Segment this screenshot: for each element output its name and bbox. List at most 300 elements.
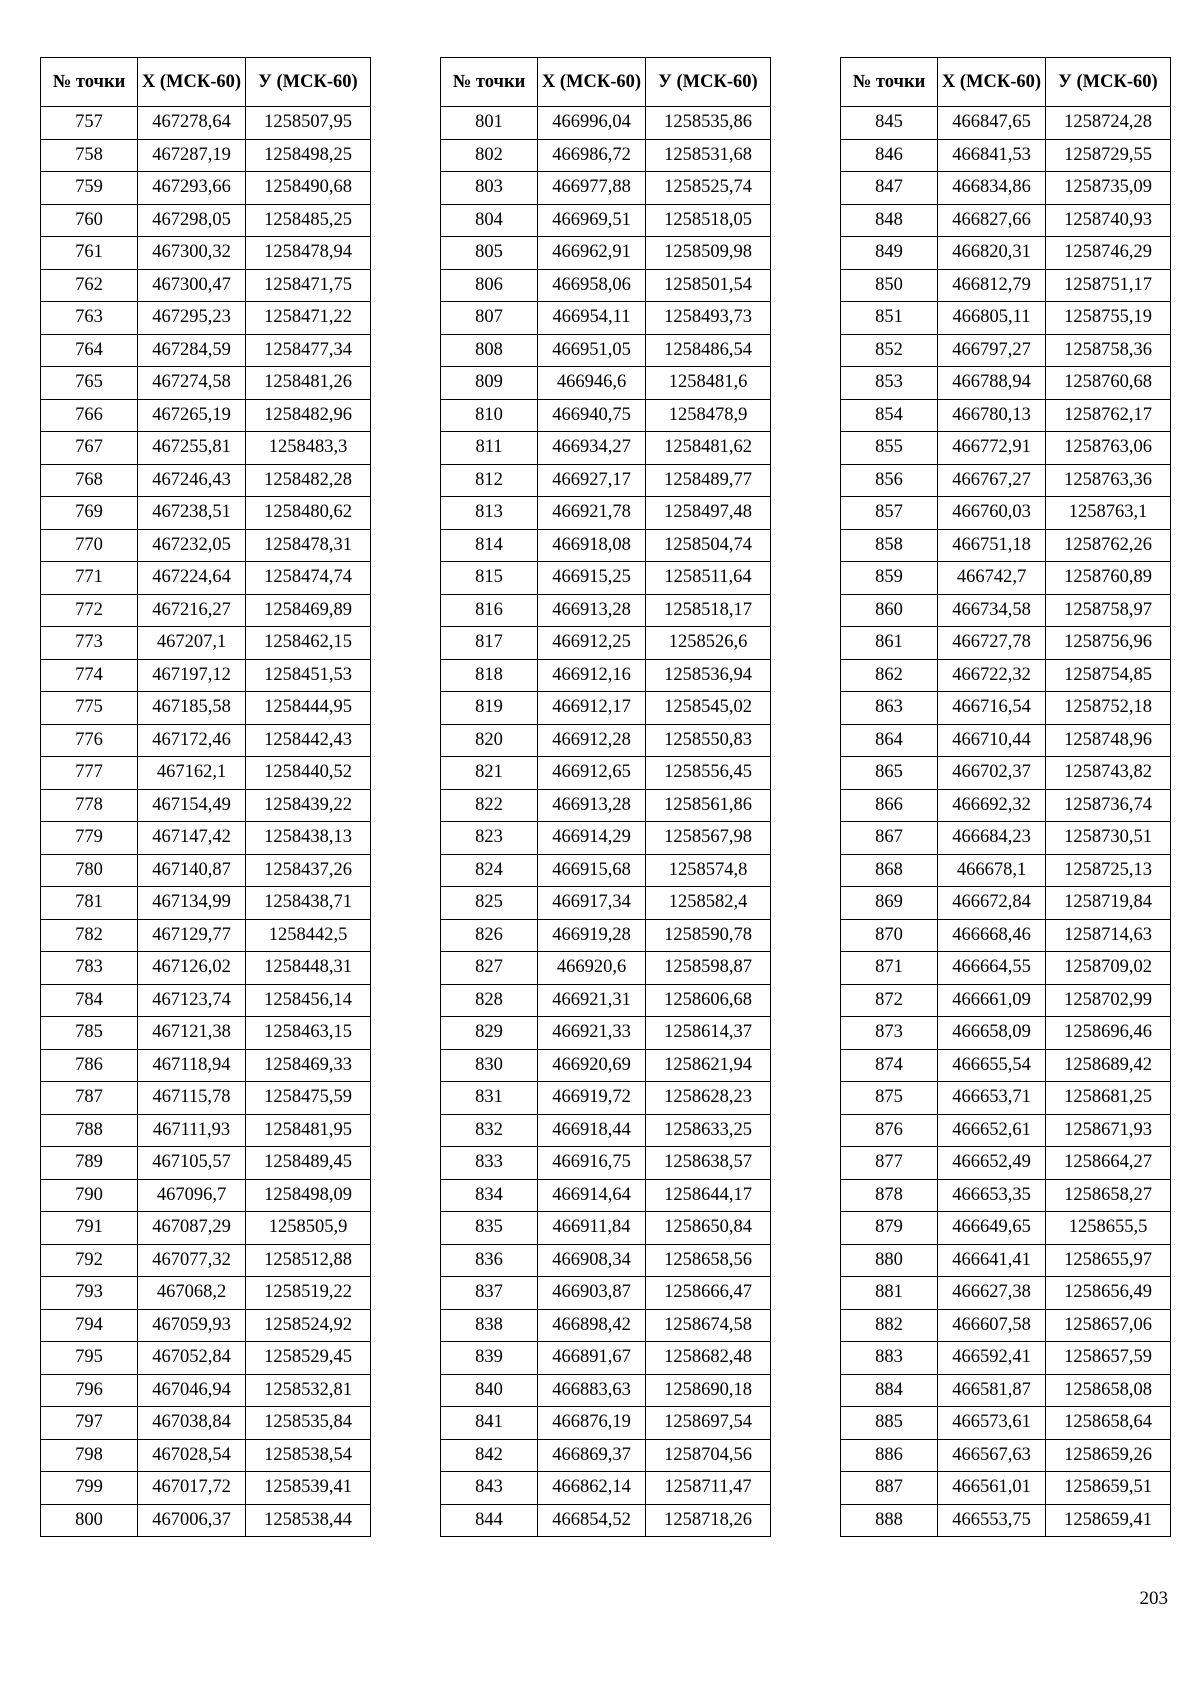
table-row (841, 204, 1171, 237)
x-coordinate-cell: 466934,27 (538, 432, 646, 465)
table-row (441, 887, 771, 920)
y-coordinate-cell: 1258735,09 (1046, 172, 1171, 205)
point-number-cell: 824 (441, 854, 538, 887)
y-coordinate-cell: 1258628,23 (646, 1082, 771, 1115)
x-coordinate-cell: 466914,64 (538, 1179, 646, 1212)
x-coordinate-cell: 466641,41 (938, 1244, 1046, 1277)
table-row (841, 1114, 1171, 1147)
x-coordinate-cell: 466918,08 (538, 529, 646, 562)
y-coordinate-cell: 1258760,89 (1046, 562, 1171, 595)
table-row (841, 1017, 1171, 1050)
point-number-cell: 766 (41, 399, 138, 432)
point-number-cell: 774 (41, 659, 138, 692)
x-coordinate-cell: 466927,17 (538, 464, 646, 497)
x-coordinate-cell: 466772,91 (938, 432, 1046, 465)
y-coordinate-cell: 1258689,42 (1046, 1049, 1171, 1082)
x-coordinate-cell: 467246,43 (138, 464, 246, 497)
table-row (41, 919, 371, 952)
y-coordinate-cell: 1258762,26 (1046, 529, 1171, 562)
y-coordinate-cell: 1258535,86 (646, 107, 771, 140)
table-row (841, 1439, 1171, 1472)
point-number-cell: 835 (441, 1212, 538, 1245)
table-row (41, 562, 371, 595)
x-coordinate-cell: 467232,05 (138, 529, 246, 562)
point-number-cell: 771 (41, 562, 138, 595)
y-coordinate-cell: 1258525,74 (646, 172, 771, 205)
coordinates-table-2 (440, 57, 771, 1537)
x-coordinate-cell: 466751,18 (938, 529, 1046, 562)
point-number-cell: 888 (841, 1504, 938, 1537)
table-row (441, 204, 771, 237)
x-coordinate-cell: 467147,42 (138, 822, 246, 855)
y-coordinate-cell: 1258671,93 (1046, 1114, 1171, 1147)
table-row (441, 822, 771, 855)
table-row (841, 139, 1171, 172)
point-number-cell: 860 (841, 594, 938, 627)
point-number-cell: 765 (41, 367, 138, 400)
point-number-cell: 813 (441, 497, 538, 530)
y-coordinate-cell: 1258758,97 (1046, 594, 1171, 627)
x-coordinate-cell: 466767,27 (938, 464, 1046, 497)
point-number-cell: 833 (441, 1147, 538, 1180)
y-coordinate-cell: 1258664,27 (1046, 1147, 1171, 1180)
y-coordinate-cell: 1258658,64 (1046, 1407, 1171, 1440)
point-number-cell: 875 (841, 1082, 938, 1115)
table-row (841, 497, 1171, 530)
point-number-cell: 840 (441, 1374, 538, 1407)
table-header-row (41, 58, 371, 107)
table-row (841, 1342, 1171, 1375)
table-row (441, 659, 771, 692)
y-coordinate-cell: 1258438,71 (246, 887, 371, 920)
y-coordinate-cell: 1258493,73 (646, 302, 771, 335)
x-coordinate-cell: 466969,51 (538, 204, 646, 237)
table-row (41, 1309, 371, 1342)
y-coordinate-cell: 1258482,28 (246, 464, 371, 497)
point-number-cell: 880 (841, 1244, 938, 1277)
x-coordinate-cell: 466913,28 (538, 594, 646, 627)
x-coordinate-cell: 467278,64 (138, 107, 246, 140)
y-coordinate-cell: 1258498,25 (246, 139, 371, 172)
y-coordinate-cell: 1258442,5 (246, 919, 371, 952)
y-coordinate-cell: 1258524,92 (246, 1309, 371, 1342)
table-row (841, 172, 1171, 205)
x-coordinate-cell: 466915,68 (538, 854, 646, 887)
table-header-row (841, 58, 1171, 107)
table-row (41, 139, 371, 172)
point-number-cell: 850 (841, 269, 938, 302)
table-row (41, 1342, 371, 1375)
y-coordinate-cell: 1258644,17 (646, 1179, 771, 1212)
x-coordinate-cell: 466911,84 (538, 1212, 646, 1245)
point-number-cell: 783 (41, 952, 138, 985)
point-number-cell: 809 (441, 367, 538, 400)
table-row (41, 1017, 371, 1050)
table-row (841, 627, 1171, 660)
point-number-cell: 758 (41, 139, 138, 172)
table-row (841, 432, 1171, 465)
point-number-cell: 841 (441, 1407, 538, 1440)
table-row (441, 789, 771, 822)
y-coordinate-cell: 1258497,48 (646, 497, 771, 530)
y-coordinate-cell: 1258490,68 (246, 172, 371, 205)
point-number-cell: 830 (441, 1049, 538, 1082)
y-coordinate-cell: 1258709,02 (1046, 952, 1171, 985)
x-coordinate-cell: 466664,55 (938, 952, 1046, 985)
x-coordinate-cell: 467121,38 (138, 1017, 246, 1050)
point-number-cell: 834 (441, 1179, 538, 1212)
x-coordinate-cell: 466567,63 (938, 1439, 1046, 1472)
y-coordinate-cell: 1258574,8 (646, 854, 771, 887)
point-number-cell: 843 (441, 1472, 538, 1505)
table-row (841, 367, 1171, 400)
y-coordinate-cell: 1258762,17 (1046, 399, 1171, 432)
x-coordinate-cell: 466607,58 (938, 1309, 1046, 1342)
x-coordinate-cell: 467287,19 (138, 139, 246, 172)
point-number-cell: 837 (441, 1277, 538, 1310)
y-coordinate-cell: 1258509,98 (646, 237, 771, 270)
point-number-cell: 810 (441, 399, 538, 432)
y-coordinate-cell: 1258529,45 (246, 1342, 371, 1375)
x-coordinate-cell: 467134,99 (138, 887, 246, 920)
table-row (841, 1374, 1171, 1407)
y-coordinate-cell: 1258711,47 (646, 1472, 771, 1505)
x-coordinate-cell: 466958,06 (538, 269, 646, 302)
point-number-cell: 858 (841, 529, 938, 562)
table-row (841, 692, 1171, 725)
y-coordinate-cell: 1258704,56 (646, 1439, 771, 1472)
table-row (841, 1212, 1171, 1245)
table-row (41, 302, 371, 335)
table-row (41, 334, 371, 367)
point-number-cell: 797 (41, 1407, 138, 1440)
x-coordinate-cell: 466561,01 (938, 1472, 1046, 1505)
table-row (841, 659, 1171, 692)
x-coordinate-cell: 466862,14 (538, 1472, 646, 1505)
point-number-cell: 805 (441, 237, 538, 270)
header-y: У (МСК-60) (246, 58, 371, 107)
x-coordinate-cell: 467028,54 (138, 1439, 246, 1472)
y-coordinate-cell: 1258621,94 (646, 1049, 771, 1082)
table-row (841, 1309, 1171, 1342)
x-coordinate-cell: 466876,19 (538, 1407, 646, 1440)
point-number-cell: 778 (41, 789, 138, 822)
table-row (841, 1049, 1171, 1082)
y-coordinate-cell: 1258748,96 (1046, 724, 1171, 757)
x-coordinate-cell: 467224,64 (138, 562, 246, 595)
point-number-cell: 828 (441, 984, 538, 1017)
table-row (441, 237, 771, 270)
y-coordinate-cell: 1258758,36 (1046, 334, 1171, 367)
table-row (841, 107, 1171, 140)
point-number-cell: 870 (841, 919, 938, 952)
coordinates-table-1 (40, 57, 371, 1537)
point-number-cell: 789 (41, 1147, 138, 1180)
point-number-cell: 815 (441, 562, 538, 595)
x-coordinate-cell: 466760,03 (938, 497, 1046, 530)
y-coordinate-cell: 1258448,31 (246, 952, 371, 985)
x-coordinate-cell: 467046,94 (138, 1374, 246, 1407)
table-row (41, 204, 371, 237)
point-number-cell: 859 (841, 562, 938, 595)
point-number-cell: 780 (41, 854, 138, 887)
y-coordinate-cell: 1258480,62 (246, 497, 371, 530)
y-coordinate-cell: 1258659,51 (1046, 1472, 1171, 1505)
x-coordinate-cell: 466827,66 (938, 204, 1046, 237)
y-coordinate-cell: 1258702,99 (1046, 984, 1171, 1017)
x-coordinate-cell: 467300,32 (138, 237, 246, 270)
point-number-cell: 806 (441, 269, 538, 302)
y-coordinate-cell: 1258746,29 (1046, 237, 1171, 270)
y-coordinate-cell: 1258440,52 (246, 757, 371, 790)
y-coordinate-cell: 1258489,45 (246, 1147, 371, 1180)
x-coordinate-cell: 466716,54 (938, 692, 1046, 725)
x-coordinate-cell: 467077,32 (138, 1244, 246, 1277)
table-row (441, 399, 771, 432)
x-coordinate-cell: 466916,75 (538, 1147, 646, 1180)
y-coordinate-cell: 1258437,26 (246, 854, 371, 887)
table-row (841, 529, 1171, 562)
x-coordinate-cell: 466820,31 (938, 237, 1046, 270)
y-coordinate-cell: 1258478,9 (646, 399, 771, 432)
x-coordinate-cell: 466920,69 (538, 1049, 646, 1082)
point-number-cell: 803 (441, 172, 538, 205)
y-coordinate-cell: 1258658,08 (1046, 1374, 1171, 1407)
point-number-cell: 863 (841, 692, 938, 725)
table-row (441, 724, 771, 757)
x-coordinate-cell: 466869,37 (538, 1439, 646, 1472)
point-number-cell: 878 (841, 1179, 938, 1212)
y-coordinate-cell: 1258659,41 (1046, 1504, 1171, 1537)
x-coordinate-cell: 467017,72 (138, 1472, 246, 1505)
point-number-cell: 825 (441, 887, 538, 920)
point-number-cell: 876 (841, 1114, 938, 1147)
table-row (841, 1147, 1171, 1180)
coordinates-table-3 (840, 57, 1171, 1537)
point-number-cell: 849 (841, 237, 938, 270)
y-coordinate-cell: 1258655,97 (1046, 1244, 1171, 1277)
x-coordinate-cell: 467185,58 (138, 692, 246, 725)
point-number-cell: 759 (41, 172, 138, 205)
table-row (41, 1407, 371, 1440)
table-row (841, 724, 1171, 757)
y-coordinate-cell: 1258763,36 (1046, 464, 1171, 497)
table-row (441, 269, 771, 302)
x-coordinate-cell: 466912,16 (538, 659, 646, 692)
point-number-cell: 799 (41, 1472, 138, 1505)
x-coordinate-cell: 466727,78 (938, 627, 1046, 660)
point-number-cell: 785 (41, 1017, 138, 1050)
x-coordinate-cell: 466912,65 (538, 757, 646, 790)
table-row (841, 269, 1171, 302)
point-number-cell: 769 (41, 497, 138, 530)
point-number-cell: 770 (41, 529, 138, 562)
x-coordinate-cell: 467105,57 (138, 1147, 246, 1180)
point-number-cell: 867 (841, 822, 938, 855)
x-coordinate-cell: 466710,44 (938, 724, 1046, 757)
y-coordinate-cell: 1258763,06 (1046, 432, 1171, 465)
table-row (441, 529, 771, 562)
point-number-cell: 764 (41, 334, 138, 367)
x-coordinate-cell: 466678,1 (938, 854, 1046, 887)
y-coordinate-cell: 1258482,96 (246, 399, 371, 432)
y-coordinate-cell: 1258456,14 (246, 984, 371, 1017)
y-coordinate-cell: 1258462,15 (246, 627, 371, 660)
point-number-cell: 812 (441, 464, 538, 497)
point-number-cell: 777 (41, 757, 138, 790)
table-row (41, 237, 371, 270)
point-number-cell: 791 (41, 1212, 138, 1245)
table-row (41, 1179, 371, 1212)
point-number-cell: 845 (841, 107, 938, 140)
x-coordinate-cell: 466812,79 (938, 269, 1046, 302)
x-coordinate-cell: 466920,6 (538, 952, 646, 985)
x-coordinate-cell: 467172,46 (138, 724, 246, 757)
table-row (41, 1082, 371, 1115)
x-coordinate-cell: 466797,27 (938, 334, 1046, 367)
y-coordinate-cell: 1258729,55 (1046, 139, 1171, 172)
table-row (41, 269, 371, 302)
point-number-cell: 838 (441, 1309, 538, 1342)
x-coordinate-cell: 466653,71 (938, 1082, 1046, 1115)
point-number-cell: 802 (441, 139, 538, 172)
y-coordinate-cell: 1258471,22 (246, 302, 371, 335)
point-number-cell: 855 (841, 432, 938, 465)
point-number-cell: 857 (841, 497, 938, 530)
x-coordinate-cell: 467207,1 (138, 627, 246, 660)
point-number-cell: 793 (41, 1277, 138, 1310)
point-number-cell: 872 (841, 984, 938, 1017)
y-coordinate-cell: 1258657,59 (1046, 1342, 1171, 1375)
table-row (441, 1049, 771, 1082)
x-coordinate-cell: 467255,81 (138, 432, 246, 465)
header-x: X (МСК-60) (538, 58, 646, 107)
y-coordinate-cell: 1258567,98 (646, 822, 771, 855)
point-number-cell: 885 (841, 1407, 938, 1440)
y-coordinate-cell: 1258655,5 (1046, 1212, 1171, 1245)
y-coordinate-cell: 1258535,84 (246, 1407, 371, 1440)
point-number-cell: 854 (841, 399, 938, 432)
y-coordinate-cell: 1258719,84 (1046, 887, 1171, 920)
point-number-cell: 865 (841, 757, 938, 790)
x-coordinate-cell: 467129,77 (138, 919, 246, 952)
x-coordinate-cell: 466883,63 (538, 1374, 646, 1407)
point-number-cell: 760 (41, 204, 138, 237)
table-row (841, 757, 1171, 790)
table-row (441, 1082, 771, 1115)
x-coordinate-cell: 466912,25 (538, 627, 646, 660)
x-coordinate-cell: 466919,72 (538, 1082, 646, 1115)
y-coordinate-cell: 1258724,28 (1046, 107, 1171, 140)
point-number-cell: 807 (441, 302, 538, 335)
y-coordinate-cell: 1258674,58 (646, 1309, 771, 1342)
point-number-cell: 811 (441, 432, 538, 465)
table-row (841, 822, 1171, 855)
y-coordinate-cell: 1258451,53 (246, 659, 371, 692)
x-coordinate-cell: 466684,23 (938, 822, 1046, 855)
y-coordinate-cell: 1258438,13 (246, 822, 371, 855)
x-coordinate-cell: 467052,84 (138, 1342, 246, 1375)
y-coordinate-cell: 1258656,49 (1046, 1277, 1171, 1310)
x-coordinate-cell: 466996,04 (538, 107, 646, 140)
x-coordinate-cell: 467238,51 (138, 497, 246, 530)
table-row (441, 1179, 771, 1212)
x-coordinate-cell: 466847,65 (938, 107, 1046, 140)
table-row (41, 1277, 371, 1310)
point-number-cell: 801 (441, 107, 538, 140)
x-coordinate-cell: 467216,27 (138, 594, 246, 627)
y-coordinate-cell: 1258658,27 (1046, 1179, 1171, 1212)
y-coordinate-cell: 1258483,3 (246, 432, 371, 465)
table-row (441, 952, 771, 985)
y-coordinate-cell: 1258505,9 (246, 1212, 371, 1245)
point-number-cell: 757 (41, 107, 138, 140)
table-row (41, 1374, 371, 1407)
x-coordinate-cell: 466912,17 (538, 692, 646, 725)
table-row (41, 529, 371, 562)
y-coordinate-cell: 1258439,22 (246, 789, 371, 822)
x-coordinate-cell: 466573,61 (938, 1407, 1046, 1440)
point-number-cell: 814 (441, 529, 538, 562)
y-coordinate-cell: 1258478,31 (246, 529, 371, 562)
x-coordinate-cell: 466653,35 (938, 1179, 1046, 1212)
x-coordinate-cell: 466962,91 (538, 237, 646, 270)
table-row (841, 1504, 1171, 1537)
y-coordinate-cell: 1258498,09 (246, 1179, 371, 1212)
y-coordinate-cell: 1258518,17 (646, 594, 771, 627)
point-number-cell: 819 (441, 692, 538, 725)
point-number-cell: 844 (441, 1504, 538, 1537)
x-coordinate-cell: 466854,52 (538, 1504, 646, 1537)
table-row (441, 139, 771, 172)
x-coordinate-cell: 467006,37 (138, 1504, 246, 1537)
y-coordinate-cell: 1258536,94 (646, 659, 771, 692)
table-row (441, 464, 771, 497)
point-number-cell: 772 (41, 594, 138, 627)
point-number-cell: 795 (41, 1342, 138, 1375)
y-coordinate-cell: 1258471,75 (246, 269, 371, 302)
x-coordinate-cell: 466581,87 (938, 1374, 1046, 1407)
x-coordinate-cell: 466917,34 (538, 887, 646, 920)
point-number-cell: 821 (441, 757, 538, 790)
table-row (41, 464, 371, 497)
x-coordinate-cell: 466954,11 (538, 302, 646, 335)
table-row (441, 1439, 771, 1472)
point-number-cell: 856 (841, 464, 938, 497)
table-row (41, 1049, 371, 1082)
y-coordinate-cell: 1258725,13 (1046, 854, 1171, 887)
x-coordinate-cell: 467298,05 (138, 204, 246, 237)
y-coordinate-cell: 1258696,46 (1046, 1017, 1171, 1050)
y-coordinate-cell: 1258718,26 (646, 1504, 771, 1537)
x-coordinate-cell: 466652,61 (938, 1114, 1046, 1147)
y-coordinate-cell: 1258556,45 (646, 757, 771, 790)
x-coordinate-cell: 466903,87 (538, 1277, 646, 1310)
point-number-cell: 817 (441, 627, 538, 660)
table-row (841, 1472, 1171, 1505)
x-coordinate-cell: 467059,93 (138, 1309, 246, 1342)
x-coordinate-cell: 466658,09 (938, 1017, 1046, 1050)
header-point-number: № точки (41, 58, 138, 107)
table-row (841, 1407, 1171, 1440)
table-row (41, 627, 371, 660)
x-coordinate-cell: 466834,86 (938, 172, 1046, 205)
y-coordinate-cell: 1258714,63 (1046, 919, 1171, 952)
point-number-cell: 871 (841, 952, 938, 985)
y-coordinate-cell: 1258681,25 (1046, 1082, 1171, 1115)
y-coordinate-cell: 1258638,57 (646, 1147, 771, 1180)
y-coordinate-cell: 1258526,6 (646, 627, 771, 660)
